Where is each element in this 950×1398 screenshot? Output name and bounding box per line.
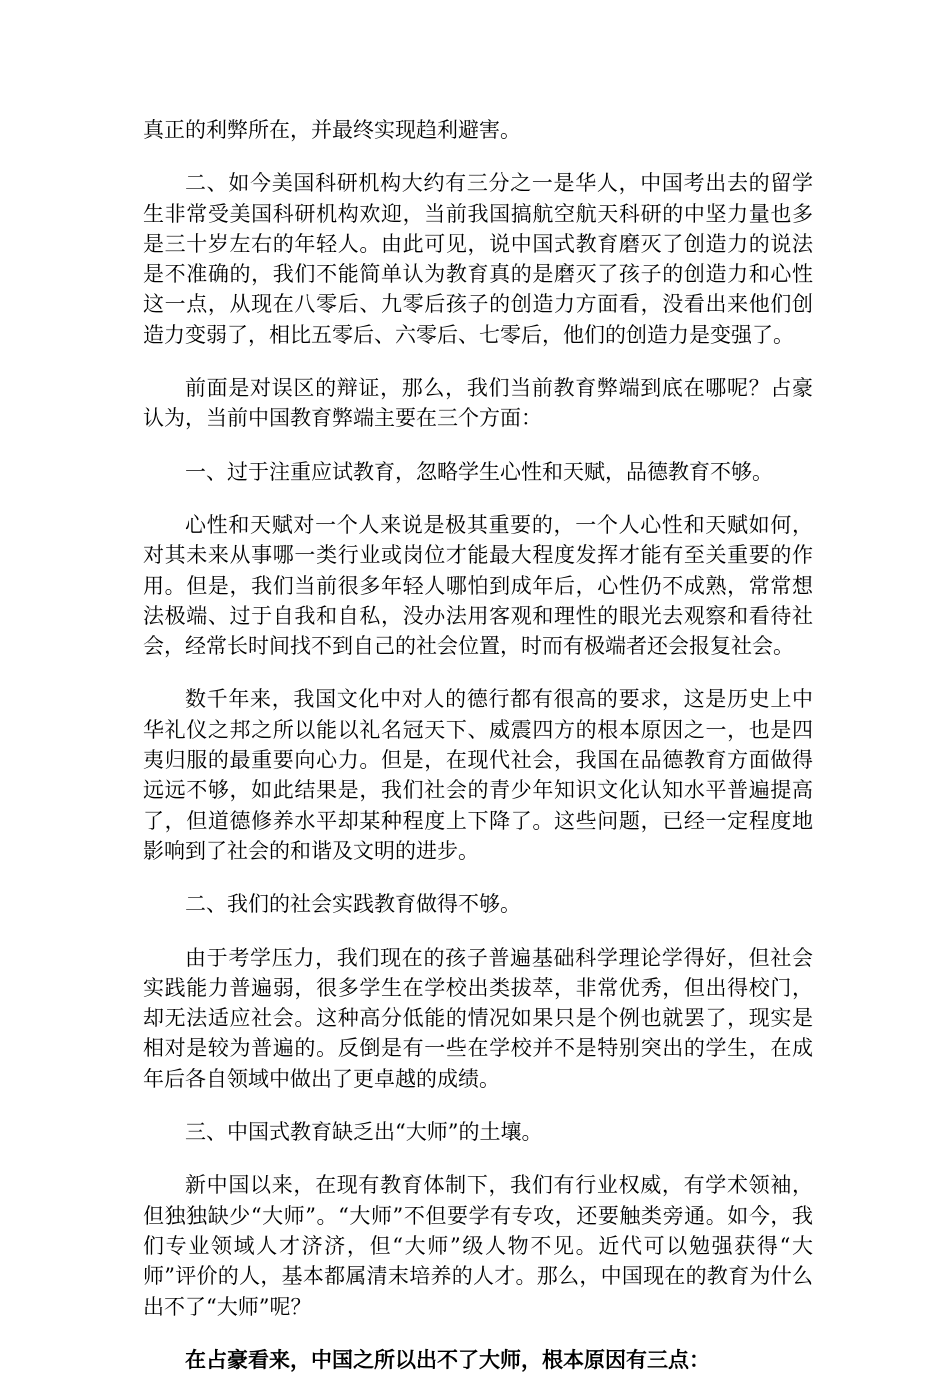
heading-drawback-three: 三、中国式教育缺乏出“大师”的土壤。 [185, 1120, 543, 1145]
heading-drawback-one: 一、过于注重应试教育，忽略学生心性和天赋，品德教育不够。 [185, 459, 773, 484]
paragraph-point-two-overseas-talent: 二、如今美国科研机构大约有三分之一是华人，中国考出去的留学生非常受美国科研机构欢迎，当前我国搞航空航天科研的中坚力量也多是三十岁左右的年轻人。由此可见，说中国式教育磨灭了创造力的说法是不准确的，我们不能简单认为教育真的是磨灭了孩子的创造力和心性这一点，从现在八零后、九零后孩子的创造力方面看，没看出来他们创造力变弱了，相比五零后、六零后、七零后，他们的创造力是变强了。 [143, 171, 813, 347]
paragraph-transition: 前面是对误区的辩证，那么，我们当前教育弊端到底在哪呢？占豪认为，当前中国教育弊端主要在三个方面： [143, 376, 813, 431]
paragraph-character-talent: 心性和天赋对一个人来说是极其重要的，一个人心性和天赋如何，对其未来从事哪一类行业或岗位才能最大程度发挥才能有至关重要的作用。但是，我们当前很多年轻人哪怕到成年后，心性仍不成熟，常常想法极端、过于自我和自私，没办法用客观和理性的眼光去观察和看待社会，经常长时间找不到自己的社会位置，时而有极端者还会报复社会。 [143, 512, 813, 659]
paragraph-masters: 新中国以来，在现有教育体制下，我们有行业权威，有学术领袖，但独独缺少“大师”。“大师”不但要学有专攻，还要触类旁通。如今，我们专业领域人才济济，但“大师”级人物不见。近代可以勉强获得“大师”评价的人，基本都属清末培养的人才。那么，中国现在的教育为什么出不了“大师”呢？ [143, 1173, 813, 1319]
paragraph-continuation: 真正的利弊所在，并最终实现趋利避害。 [143, 118, 521, 142]
paragraph-social-practice: 由于考学压力，我们现在的孩子普遍基础科学理论学得好，但社会实践能力普遍弱，很多学生在学校出类拔萃，非常优秀，但出得校门，却无法适应社会。这种高分低能的情况如果只是个例也就罢了，现实是相对是较为普遍的。反倒是有一些在学校并不是特别突出的学生，在成年后各自领域中做出了更卓越的成绩。 [143, 945, 813, 1091]
paragraph-moral-education: 数千年来，我国文化中对人的德行都有很高的要求，这是历史上中华礼仪之邦之所以能以礼名冠天下、威震四方的根本原因之一，也是四夷归服的最重要向心力。但是，在现代社会，我国在品德教育方面做得远远不够，如此结果是，我们社会的青少年知识文化认知水平普遍提高了，但道德修养水平却某种程度上下降了。这些问题，已经一定程度地影响到了社会的和谐及文明的进步。 [143, 687, 813, 863]
heading-drawback-two: 二、我们的社会实践教育做得不够。 [185, 892, 521, 917]
document-body [143, 115, 813, 1398]
paragraph-three-reasons-bold: 在占豪看来，中国之所以出不了大师，根本原因有三点： [185, 1346, 710, 1372]
